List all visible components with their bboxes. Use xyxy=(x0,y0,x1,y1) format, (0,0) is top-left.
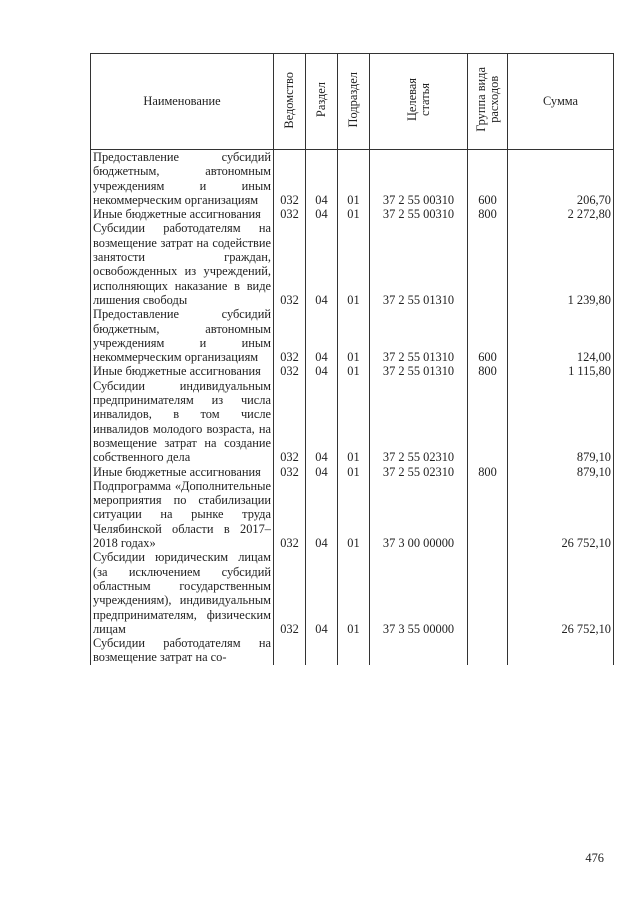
cell-razd: 04 xyxy=(306,364,338,378)
header-razdel: Раздел xyxy=(306,54,338,150)
cell-name: Предоставление субсидий бюджетным, автономным учреждениям и иным некоммерческим организациям xyxy=(91,150,274,208)
cell-podr: 01 xyxy=(338,465,370,479)
cell-razd xyxy=(306,636,338,665)
cell-stat: 37 3 55 00000 xyxy=(370,550,468,636)
cell-name: Субсидии работодателям на возмещение затрат на со- xyxy=(91,636,274,665)
cell-name: Субсидии юридическим лицам (за исключением субсидий областным государственным учреждениям), индивидуальным предпринимателям, физическим лицам xyxy=(91,550,274,636)
cell-grp: 800 xyxy=(468,465,508,479)
cell-podr: 01 xyxy=(338,150,370,208)
header-statya: Целевая статья xyxy=(370,54,468,150)
cell-stat: 37 2 55 02310 xyxy=(370,379,468,465)
cell-ved xyxy=(274,636,306,665)
cell-grp xyxy=(468,379,508,465)
cell-razd: 04 xyxy=(306,307,338,364)
cell-stat: 37 2 55 01310 xyxy=(370,364,468,378)
header-summa: Сумма xyxy=(508,54,614,150)
cell-stat: 37 2 55 01310 xyxy=(370,307,468,364)
cell-name: Субсидии работодателям на возмещение затрат на содействие занятости граждан, освобожденных из учреждений, исполняющих наказание в виде лишения свободы xyxy=(91,221,274,307)
header-gruppa: Группа вида расходов xyxy=(468,54,508,150)
cell-grp xyxy=(468,550,508,636)
cell-name: Иные бюджетные ассигнования xyxy=(91,364,274,378)
table-row xyxy=(91,636,614,665)
cell-ved: 032 xyxy=(274,307,306,364)
table-row xyxy=(91,379,614,465)
cell-podr: 01 xyxy=(338,379,370,465)
cell-podr: 01 xyxy=(338,221,370,307)
cell-ved: 032 xyxy=(274,150,306,208)
cell-grp xyxy=(468,479,508,550)
table-header-row xyxy=(91,54,614,150)
header-podrazdel: Подраздел xyxy=(338,54,370,150)
cell-sum: 879,10 xyxy=(508,379,614,465)
cell-stat: 37 3 00 00000 xyxy=(370,479,468,550)
cell-ved: 032 xyxy=(274,207,306,221)
cell-podr: 01 xyxy=(338,550,370,636)
cell-stat xyxy=(370,636,468,665)
cell-podr: 01 xyxy=(338,364,370,378)
cell-razd: 04 xyxy=(306,479,338,550)
cell-name: Подпрограмма «Дополнительные мероприятия по стабилизации ситуации на рынке труда Челябинской области в 2017–2018 годах» xyxy=(91,479,274,550)
cell-grp: 600 xyxy=(468,307,508,364)
cell-sum: 26 752,10 xyxy=(508,550,614,636)
table-row xyxy=(91,307,614,364)
cell-stat: 37 2 55 01310 xyxy=(370,221,468,307)
cell-sum: 26 752,10 xyxy=(508,479,614,550)
cell-ved: 032 xyxy=(274,550,306,636)
cell-sum: 879,10 xyxy=(508,465,614,479)
cell-stat: 37 2 55 00310 xyxy=(370,207,468,221)
cell-ved: 032 xyxy=(274,221,306,307)
cell-razd: 04 xyxy=(306,150,338,208)
cell-grp: 600 xyxy=(468,150,508,208)
table-row xyxy=(91,221,614,307)
cell-razd: 04 xyxy=(306,550,338,636)
cell-razd: 04 xyxy=(306,379,338,465)
cell-stat: 37 2 55 02310 xyxy=(370,465,468,479)
cell-grp xyxy=(468,221,508,307)
cell-sum: 2 272,80 xyxy=(508,207,614,221)
cell-name: Иные бюджетные ассигнования xyxy=(91,207,274,221)
table-row xyxy=(91,364,614,378)
cell-razd: 04 xyxy=(306,465,338,479)
header-vedomstvo: Ведомство xyxy=(274,54,306,150)
cell-ved: 032 xyxy=(274,479,306,550)
cell-name: Иные бюджетные ассигнования xyxy=(91,465,274,479)
cell-razd: 04 xyxy=(306,221,338,307)
header-name: Наименование xyxy=(91,54,274,150)
cell-ved: 032 xyxy=(274,465,306,479)
table-row xyxy=(91,550,614,636)
cell-stat: 37 2 55 00310 xyxy=(370,150,468,208)
cell-name: Субсидии индивидуальным предпринимателям из числа инвалидов, в том числе инвалидов молодого возраста, на возмещение затрат на создание собственного дела xyxy=(91,379,274,465)
cell-sum xyxy=(508,636,614,665)
cell-sum: 1 115,80 xyxy=(508,364,614,378)
table-row xyxy=(91,207,614,221)
table-row xyxy=(91,479,614,550)
cell-grp: 800 xyxy=(468,364,508,378)
cell-podr xyxy=(338,636,370,665)
budget-table xyxy=(90,53,614,665)
cell-grp xyxy=(468,636,508,665)
table-row xyxy=(91,150,614,208)
cell-name: Предоставление субсидий бюджетным, автономным учреждениям и иным некоммерческим организациям xyxy=(91,307,274,364)
cell-sum: 206,70 xyxy=(508,150,614,208)
cell-razd: 04 xyxy=(306,207,338,221)
cell-podr: 01 xyxy=(338,307,370,364)
cell-sum: 1 239,80 xyxy=(508,221,614,307)
cell-ved: 032 xyxy=(274,364,306,378)
cell-podr: 01 xyxy=(338,479,370,550)
cell-ved: 032 xyxy=(274,379,306,465)
page-number: 476 xyxy=(585,851,604,865)
table-row xyxy=(91,465,614,479)
cell-podr: 01 xyxy=(338,207,370,221)
cell-grp: 800 xyxy=(468,207,508,221)
cell-sum: 124,00 xyxy=(508,307,614,364)
